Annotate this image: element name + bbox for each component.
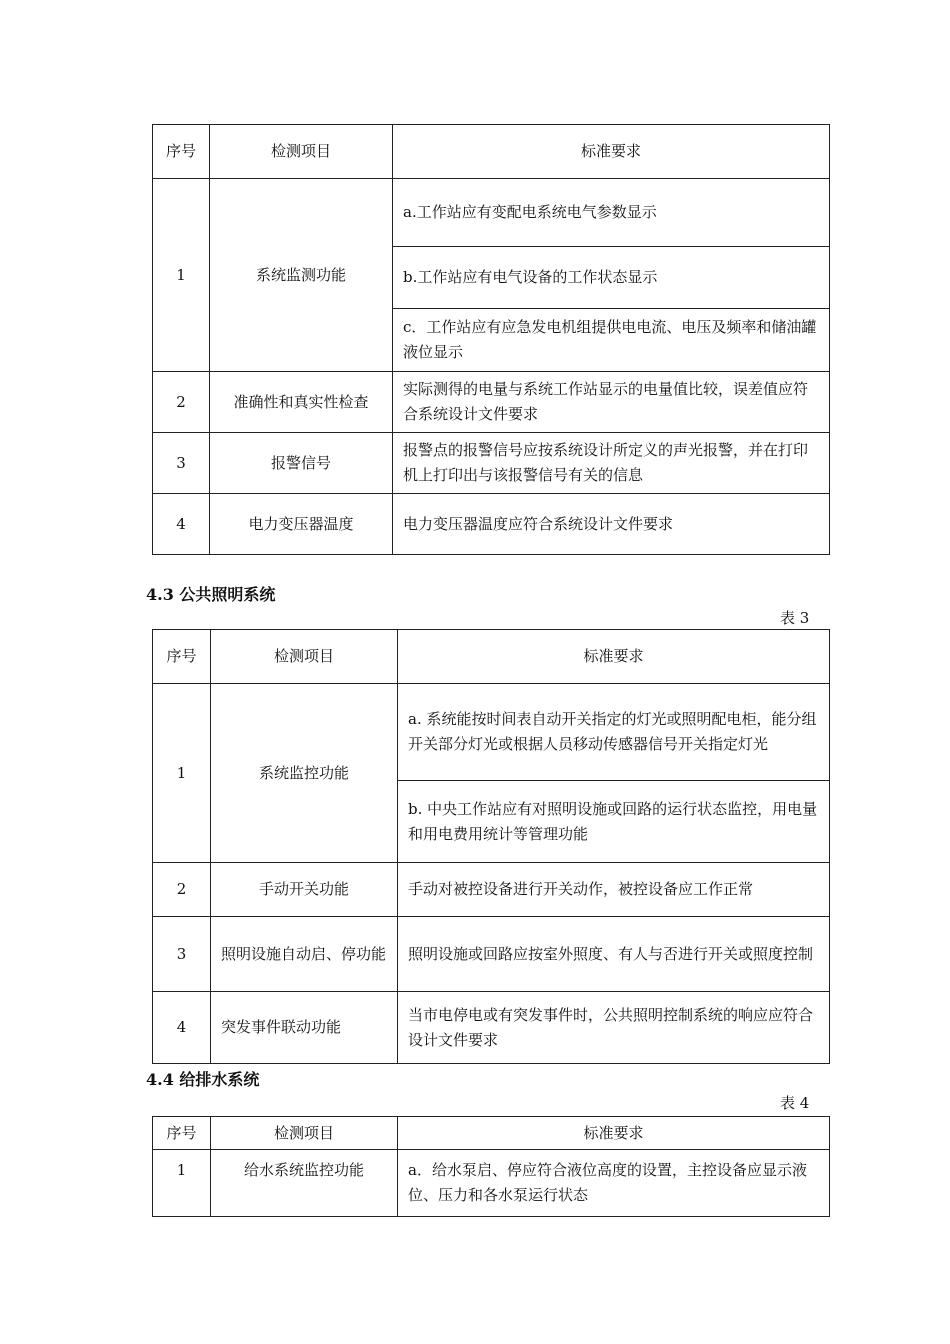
row-no: 1 bbox=[153, 684, 211, 863]
row-req: 照明设施或回路应按室外照度、有人与否进行开关或照度控制 bbox=[398, 917, 830, 992]
row-req: 电力变压器温度应符合系统设计文件要求 bbox=[393, 494, 830, 555]
row-item: 手动开关功能 bbox=[211, 863, 398, 917]
row-item: 突发事件联动功能 bbox=[211, 992, 398, 1064]
header-item: 检测项目 bbox=[211, 630, 398, 684]
header-no: 序号 bbox=[153, 125, 210, 179]
row-req: 当市电停电或有突发事件时，公共照明控制系统的响应应符合设计文件要求 bbox=[398, 992, 830, 1064]
table-header-row bbox=[153, 630, 830, 684]
header-req: 标准要求 bbox=[398, 630, 830, 684]
row-req: b. 中央工作站应有对照明设施或回路的运行状态监控，用电量和用电费用统计等管理功能 bbox=[398, 781, 830, 863]
row-item: 报警信号 bbox=[210, 433, 393, 494]
row-no: 4 bbox=[153, 992, 211, 1064]
row-req: a．给水泵启、停应符合液位高度的设置，主控设备应显示液位、压力和各水泵运行状态 bbox=[398, 1150, 830, 1217]
table-number: 表 4 bbox=[780, 1094, 810, 1112]
table-row bbox=[153, 433, 830, 494]
row-req: 手动对被控设备进行开关动作，被控设备应工作正常 bbox=[398, 863, 830, 917]
table-water bbox=[152, 1116, 830, 1217]
row-no: 1 bbox=[153, 179, 210, 372]
table-row bbox=[153, 917, 830, 992]
table-row bbox=[153, 372, 830, 433]
row-no: 2 bbox=[153, 372, 210, 433]
header-item: 检测项目 bbox=[211, 1117, 398, 1150]
row-req: b.工作站应有电气设备的工作状态显示 bbox=[393, 247, 830, 309]
row-no: 1 bbox=[153, 1150, 211, 1217]
table-row bbox=[153, 1150, 830, 1217]
row-item: 照明设施自动启、停功能 bbox=[211, 917, 398, 992]
row-item: 电力变压器温度 bbox=[210, 494, 393, 555]
row-no: 4 bbox=[153, 494, 210, 555]
table-lighting bbox=[152, 629, 830, 1064]
table-row bbox=[153, 992, 830, 1064]
row-item: 准确性和真实性检查 bbox=[210, 372, 393, 433]
row-req: c．工作站应有应急发电机组提供电电流、电压及频率和储油罐液位显示 bbox=[393, 309, 830, 372]
row-no: 2 bbox=[153, 863, 211, 917]
table-header-row bbox=[153, 1117, 830, 1150]
row-req: a.工作站应有变配电系统电气参数显示 bbox=[393, 179, 830, 247]
table-number: 表 3 bbox=[780, 609, 810, 627]
table-row bbox=[153, 494, 830, 555]
table-row bbox=[153, 179, 830, 247]
row-item: 系统监测功能 bbox=[210, 179, 393, 372]
row-item: 系统监控功能 bbox=[211, 684, 398, 863]
row-req: 报警点的报警信号应按系统设计所定义的声光报警，并在打印机上打印出与该报警信号有关的信息 bbox=[393, 433, 830, 494]
table-row bbox=[153, 684, 830, 781]
table-row bbox=[153, 863, 830, 917]
section-heading-lighting: 4.3 公共照明系统 bbox=[146, 585, 276, 604]
row-req: a. 系统能按时间表自动开关指定的灯光或照明配电柜，能分组开关部分灯光或根据人员移动传感器信号开关指定灯光 bbox=[398, 684, 830, 781]
header-req: 标准要求 bbox=[393, 125, 830, 179]
row-item: 给水系统监控功能 bbox=[211, 1150, 398, 1217]
header-no: 序号 bbox=[153, 1117, 211, 1150]
row-req: 实际测得的电量与系统工作站显示的电量值比较，误差值应符合系统设计文件要求 bbox=[393, 372, 830, 433]
row-no: 3 bbox=[153, 433, 210, 494]
header-req: 标准要求 bbox=[398, 1117, 830, 1150]
table-power-monitoring bbox=[152, 124, 830, 555]
section-heading-water: 4.4 给排水系统 bbox=[146, 1070, 260, 1089]
header-item: 检测项目 bbox=[210, 125, 393, 179]
table-header-row bbox=[153, 125, 830, 179]
header-no: 序号 bbox=[153, 630, 211, 684]
row-no: 3 bbox=[153, 917, 211, 992]
